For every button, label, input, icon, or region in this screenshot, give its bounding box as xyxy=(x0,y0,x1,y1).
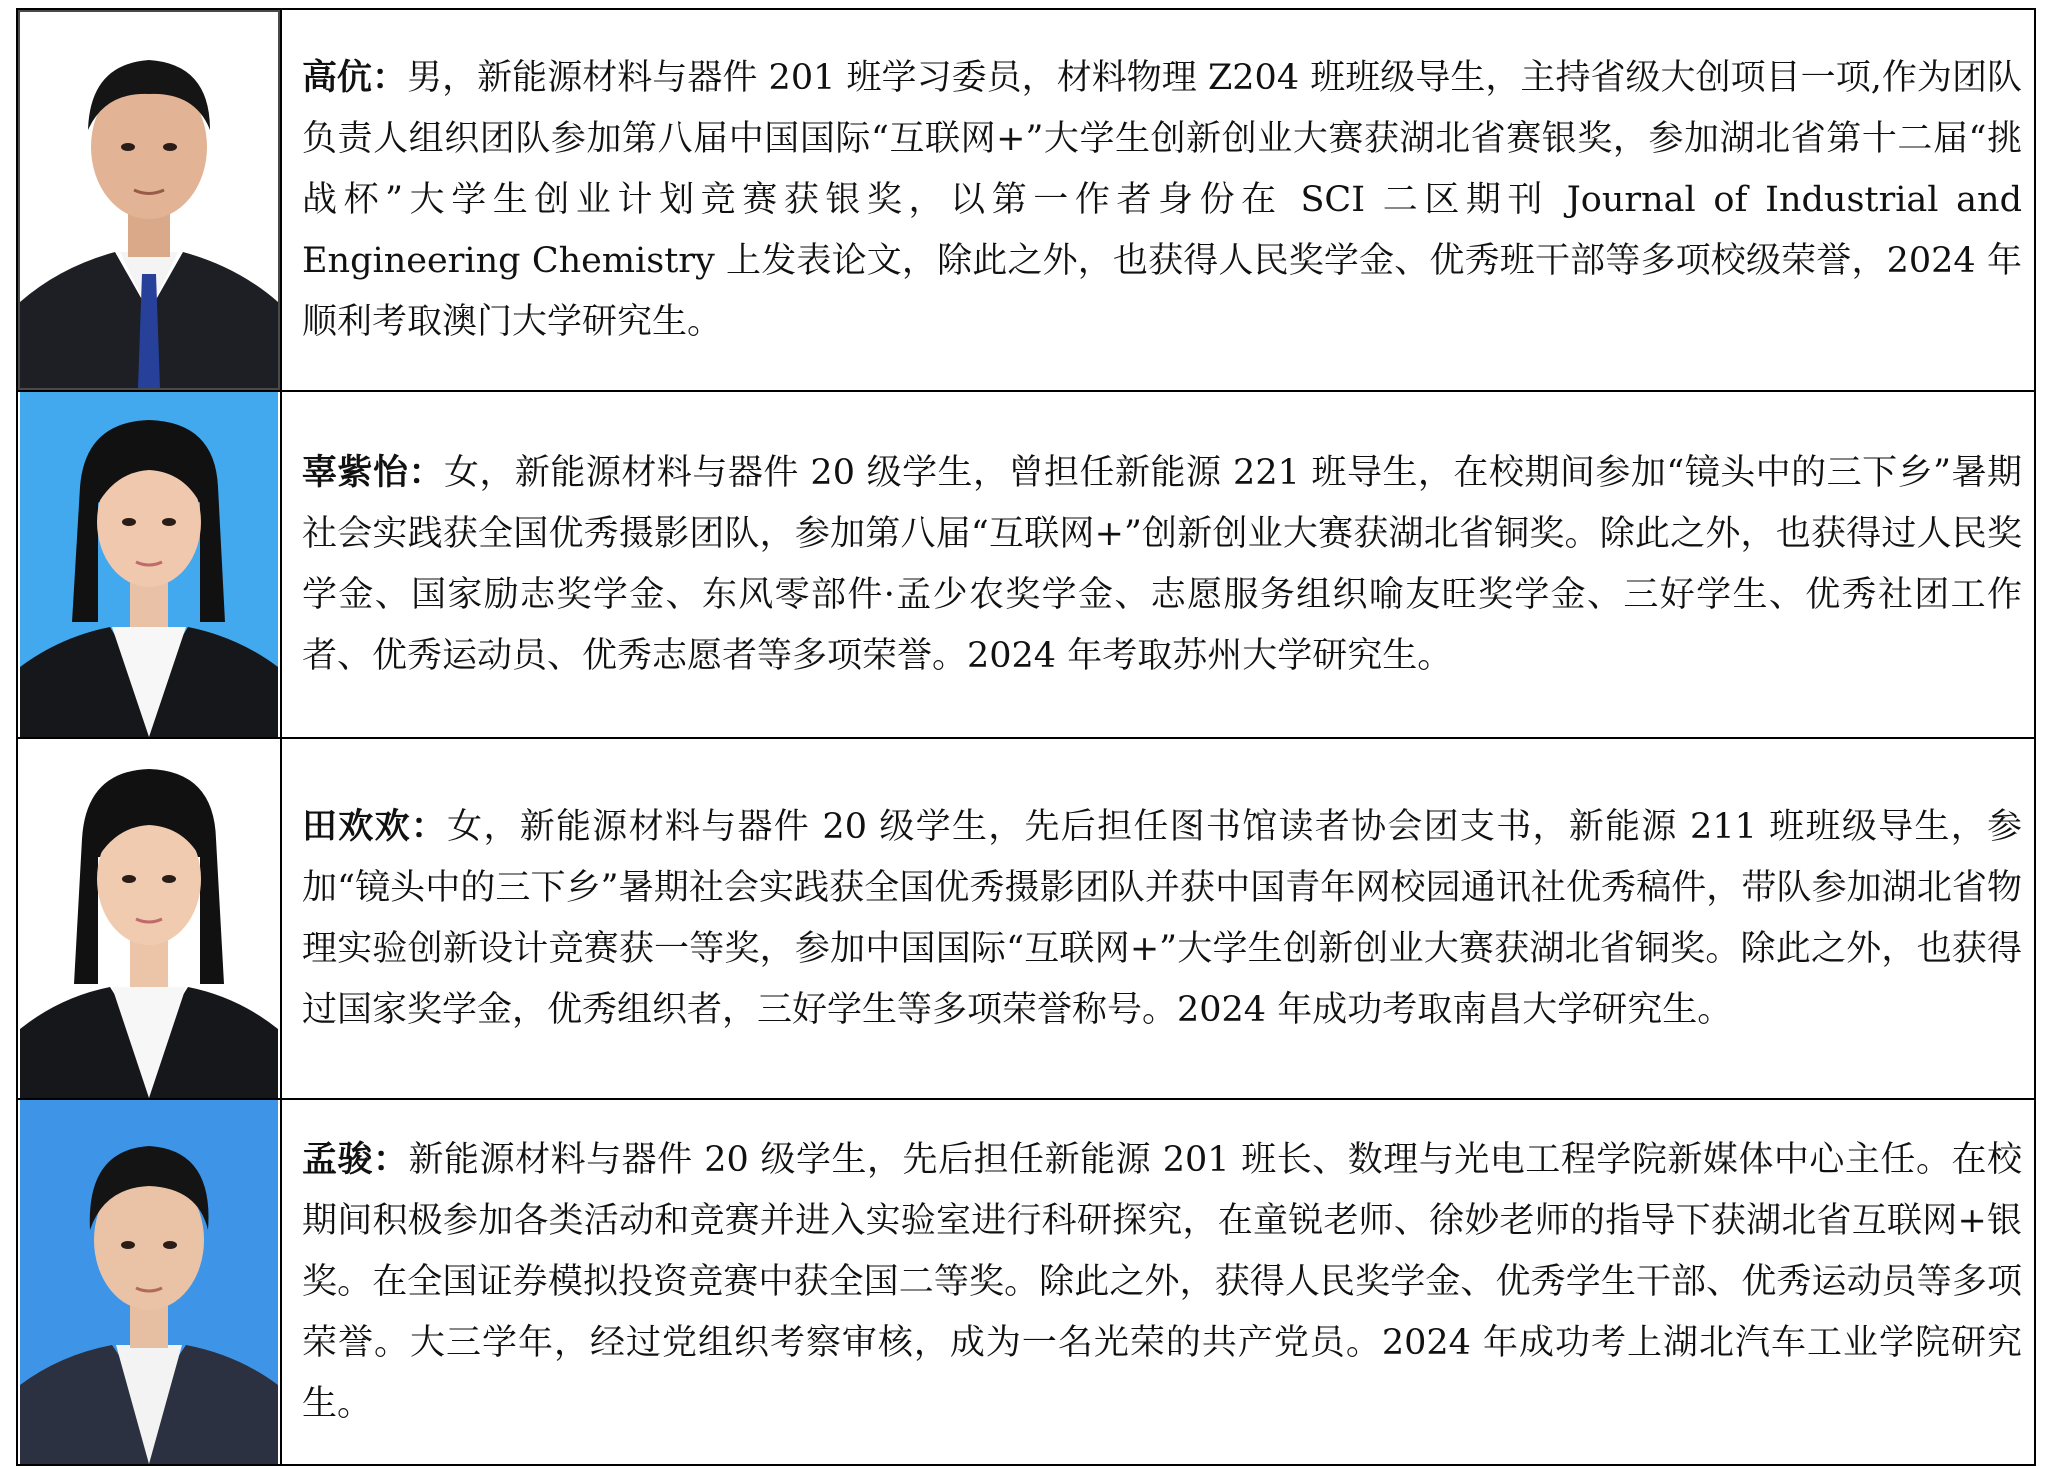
bio-text: 女，新能源材料与器件 20 级学生，先后担任图书馆读者协会团支书，新能源 211 班班级导生，参加“镜头中的三下乡”暑期社会实践获全国优秀摄影团队并获中国青年网校园通讯社优秀稿件，带队参加湖北省物理实验创新设计竞赛获一等奖，参加中国国际“互联网+”大学生创新创业大赛获湖北省铜奖。除此之外，也获得过国家奖学金，优秀组织者，三好学生等多项荣誉称号。2024 年成功考取南昌大学研究生。 xyxy=(302,807,2022,1030)
photo-cell xyxy=(17,391,281,738)
photo-cell xyxy=(17,9,281,391)
bio-paragraph xyxy=(302,442,2022,687)
bio-cell xyxy=(281,391,2035,738)
bio-paragraph xyxy=(302,796,2022,1041)
profile-row xyxy=(17,738,2035,1099)
student-portrait-photo xyxy=(18,10,280,390)
student-name: 田欢欢： xyxy=(302,806,448,847)
student-name: 孟骏： xyxy=(302,1139,409,1180)
bio-paragraph xyxy=(302,47,2022,353)
profile-row xyxy=(17,9,2035,391)
profile-row xyxy=(17,1099,2035,1465)
student-name: 高伉： xyxy=(302,57,408,98)
bio-text: 男，新能源材料与器件 201 班学习委员，材料物理 Z204 班班级导生，主持省级大创项目一项,作为团队负责人组织团队参加第八届中国国际“互联网+”大学生创新创业大赛获湖北省赛银奖，参加湖北省第十二届“挑战杯”大学生创业计划竞赛获银奖，以第一作者身份在 SCI 二区期刊 Journal of Industrial and Engineering Chemistry 上发表论文，除此之外，也获得人民奖学金、优秀班干部等多项校级荣誉，2024 年顺利考取澳门大学研究生。 xyxy=(302,58,2022,342)
profile-row xyxy=(17,391,2035,738)
student-portrait-photo xyxy=(20,1100,278,1464)
photo-cell xyxy=(17,738,281,1099)
bio-cell xyxy=(281,9,2035,391)
bio-paragraph xyxy=(302,1129,2022,1435)
bio-cell xyxy=(281,1099,2035,1465)
bio-text: 新能源材料与器件 20 级学生，先后担任新能源 201 班长、数理与光电工程学院新媒体中心主任。在校期间积极参加各类活动和竞赛并进入实验室进行科研探究，在童锐老师、徐妙老师的指导下获湖北省互联网+银奖。在全国证券模拟投资竞赛中获全国二等奖。除此之外，获得人民奖学金、优秀学生干部、优秀运动员等多项荣誉。大三学年，经过党组织考察审核，成为一名光荣的共产党员。2024 年成功考上湖北汽车工业学院研究生。 xyxy=(302,1140,2022,1424)
student-name: 辜紫怡： xyxy=(302,452,444,493)
student-profile-table xyxy=(16,8,2036,1466)
bio-cell xyxy=(281,738,2035,1099)
student-portrait-photo xyxy=(20,739,278,1098)
photo-cell xyxy=(17,1099,281,1465)
student-portrait-photo xyxy=(20,392,278,737)
bio-text: 女，新能源材料与器件 20 级学生，曾担任新能源 221 班导生，在校期间参加“镜头中的三下乡”暑期社会实践获全国优秀摄影团队，参加第八届“互联网+”创新创业大赛获湖北省铜奖。除此之外，也获得过人民奖学金、国家励志奖学金、东风零部件·孟少农奖学金、志愿服务组织喻友旺奖学金、三好学生、优秀社团工作者、优秀运动员、优秀志愿者等多项荣誉。2024 年考取苏州大学研究生。 xyxy=(302,453,2022,676)
